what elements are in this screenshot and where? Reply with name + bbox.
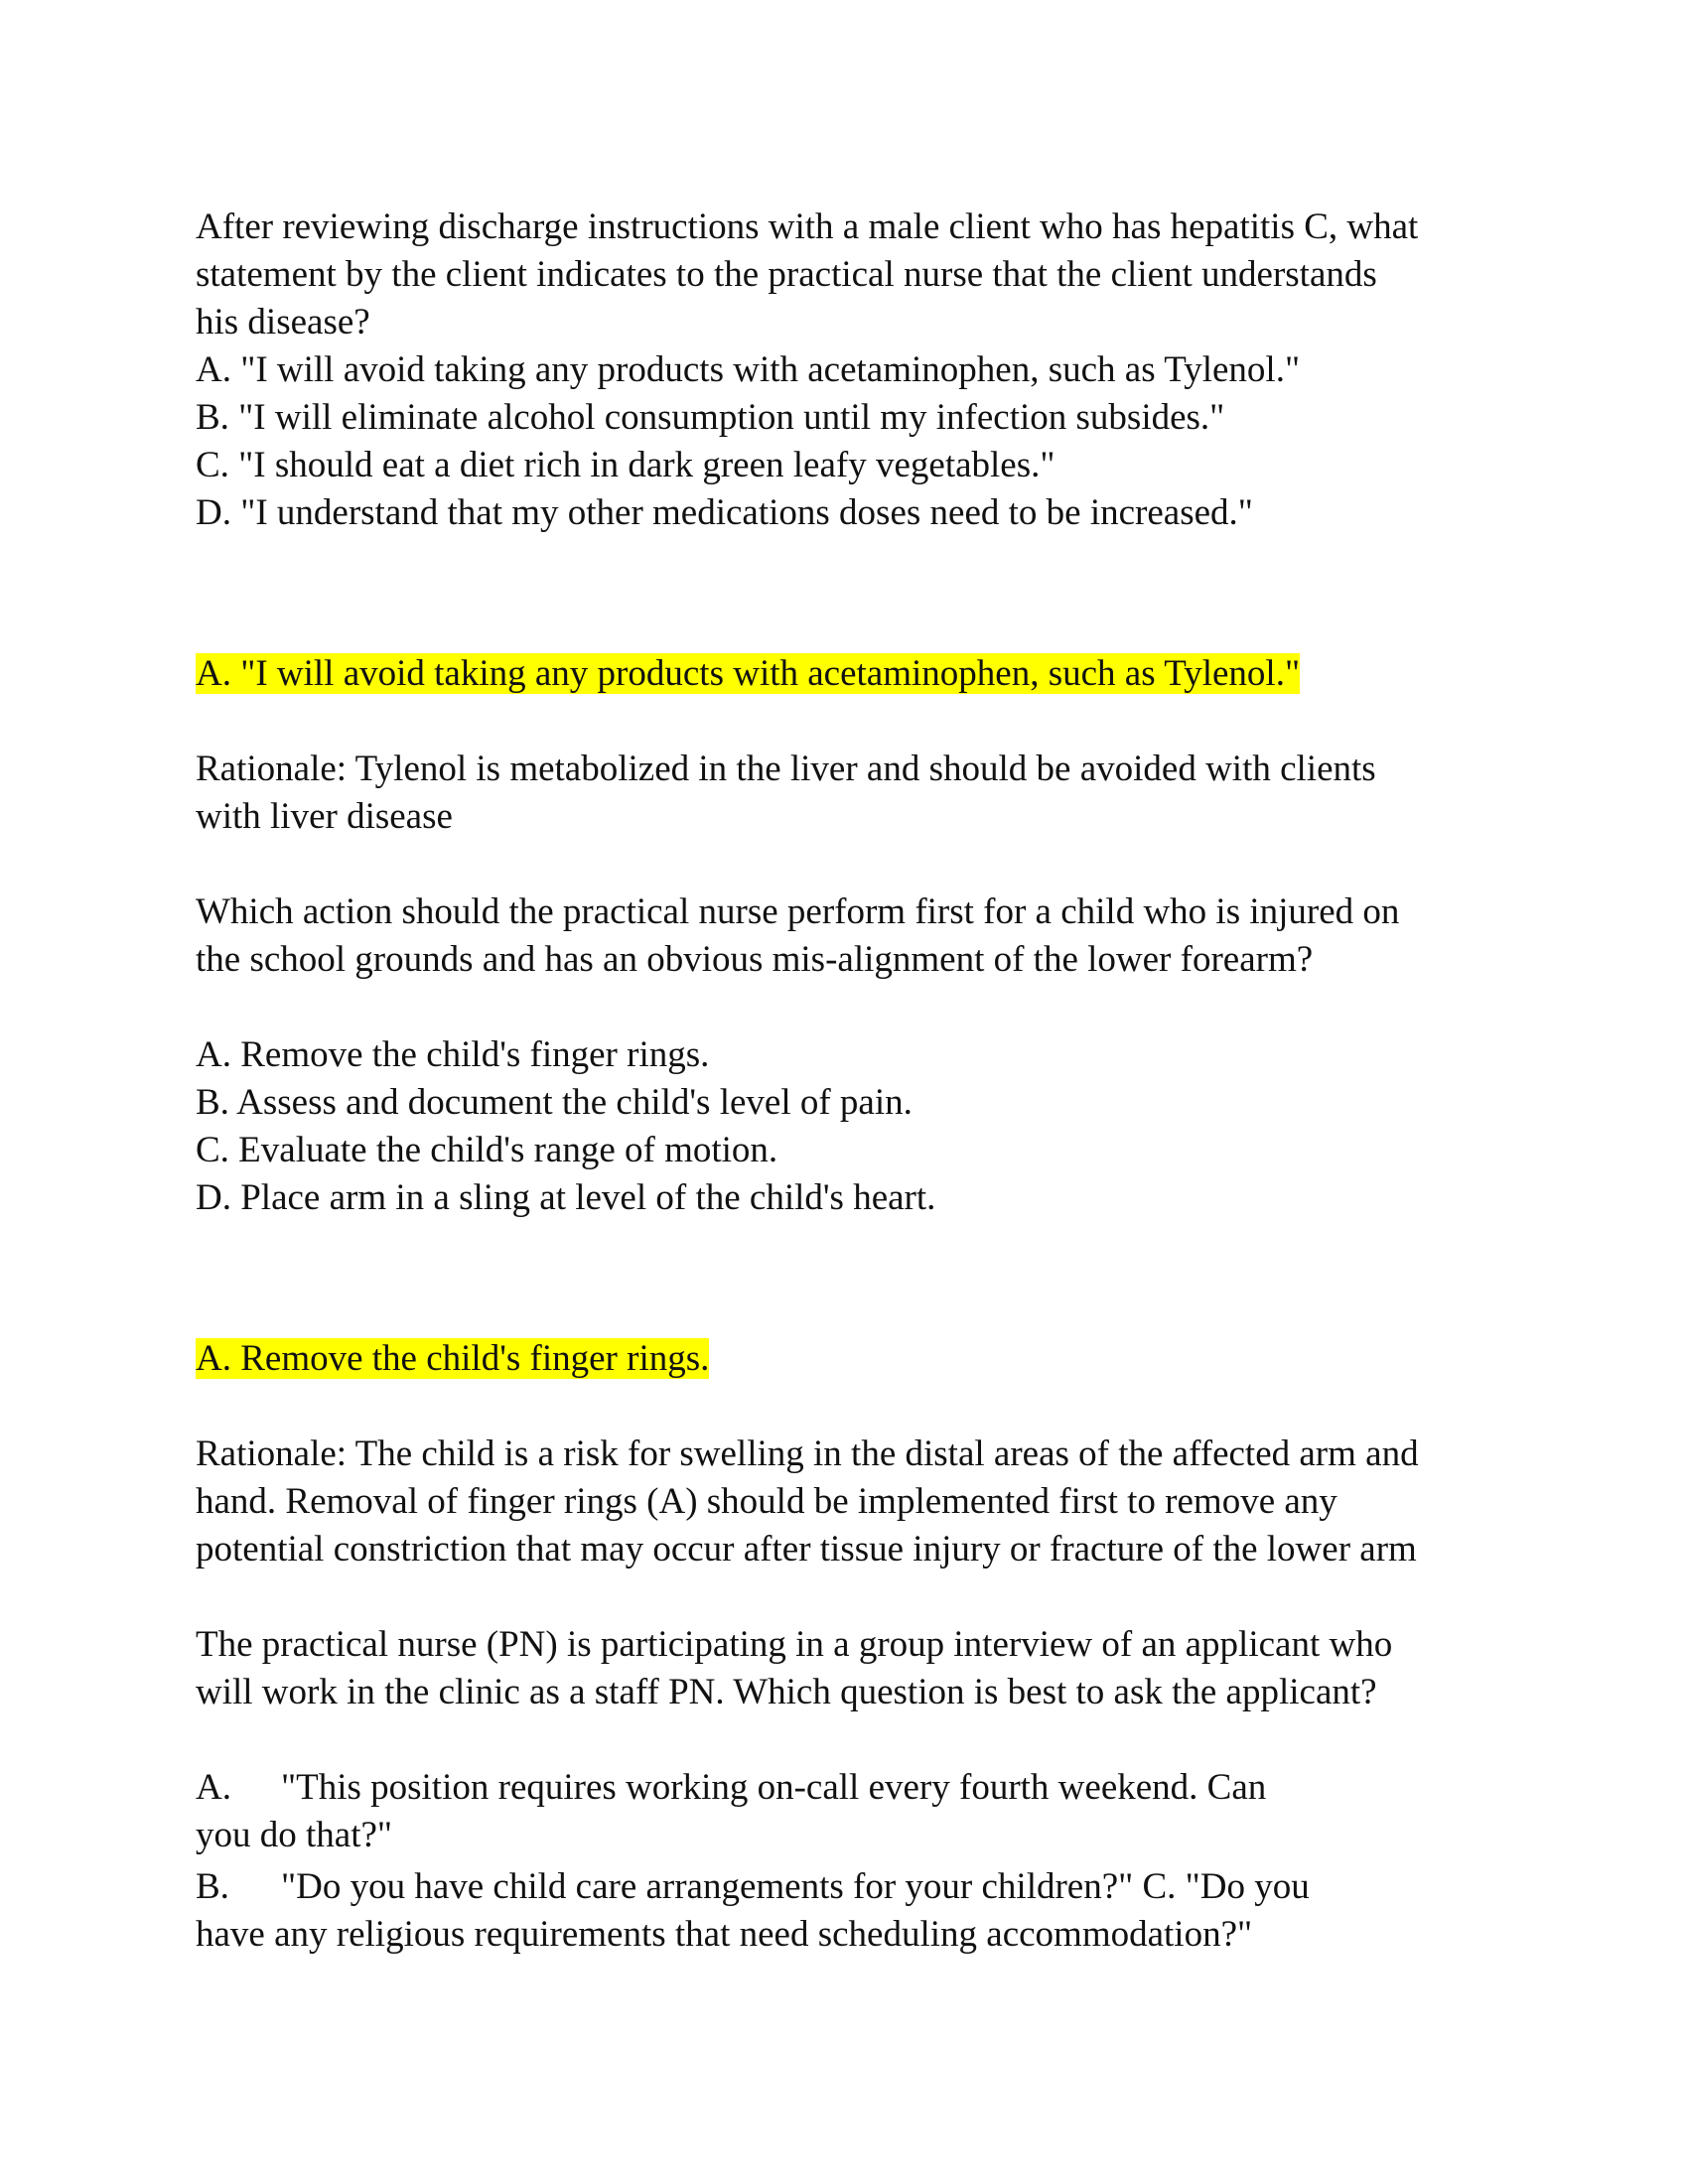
question-3-option-b-continuation: have any religious requirements that need scheduling accommodation?" <box>196 1914 1253 1955</box>
question-3-stem-line: The practical nurse (PN) is participating in a group interview of an applicant who <box>196 1624 1393 1665</box>
question-3-option-b <box>196 1863 1506 1911</box>
spacer <box>196 698 1506 746</box>
question-1-stem-line: statement by the client indicates to the practical nurse that the client understands <box>196 254 1377 295</box>
question-1-option-d: D. "I understand that my other medications doses need to be increased." <box>196 492 1253 533</box>
spacer <box>196 1573 1506 1621</box>
question-2-option-a: A. Remove the child's finger rings. <box>196 1034 710 1075</box>
question-1-stem <box>196 204 1506 346</box>
question-1-stem-line: his disease? <box>196 302 370 342</box>
spacer <box>196 1383 1506 1431</box>
question-1-option-a: A. "I will avoid taking any products with acetaminophen, such as Tylenol." <box>196 349 1301 390</box>
question-1-stem-line: After reviewing discharge instructions with a male client who has hepatitis C, what <box>196 206 1419 247</box>
question-2-option-b: B. Assess and document the child's level of pain. <box>196 1082 913 1123</box>
question-3-stem <box>196 1621 1506 1716</box>
question-1-options <box>196 346 1506 537</box>
question-1-answer-highlight: A. "I will avoid taking any products with acetaminophen, such as Tylenol." <box>196 653 1301 694</box>
question-2-rationale-line: potential constriction that may occur after tissue injury or fracture of the lower arm <box>196 1529 1417 1570</box>
question-3-option-b-letter: B. <box>196 1866 229 1907</box>
question-1-rationale <box>196 746 1506 841</box>
question-2-rationale-line: Rationale: The child is a risk for swelling in the distal areas of the affected arm and <box>196 1433 1419 1474</box>
spacer <box>196 1222 1506 1335</box>
question-2-stem-line: the school grounds and has an obvious mis-alignment of the lower forearm? <box>196 939 1314 980</box>
question-3-options <box>196 1764 1506 1959</box>
question-3-option-a-text: "This position requires working on-call every fourth weekend. Can <box>281 1767 1267 1808</box>
question-3-option-a <box>196 1764 1506 1812</box>
spacer <box>196 1716 1506 1764</box>
spacer <box>196 841 1506 888</box>
question-3-option-a-letter: A. <box>196 1767 231 1808</box>
spacer <box>196 984 1506 1031</box>
document-content <box>196 204 1506 1959</box>
question-2-rationale-line: hand. Removal of finger rings (A) should be implemented first to remove any <box>196 1481 1337 1522</box>
question-2-stem <box>196 888 1506 984</box>
question-2-options <box>196 1031 1506 1222</box>
question-2-rationale <box>196 1431 1506 1573</box>
question-2-stem-line: Which action should the practical nurse perform first for a child who is injured on <box>196 891 1400 932</box>
question-1-rationale-line: Rationale: Tylenol is metabolized in the liver and should be avoided with clients <box>196 749 1376 789</box>
question-1-option-c: C. "I should eat a diet rich in dark green leafy vegetables." <box>196 445 1055 485</box>
question-3-option-b-text: "Do you have child care arrangements for your children?" C. "Do you <box>281 1866 1310 1907</box>
question-3-option-a-continuation: you do that?" <box>196 1815 393 1855</box>
question-3-stem-line: will work in the clinic as a staff PN. Which question is best to ask the applicant? <box>196 1672 1377 1712</box>
question-1-answer <box>196 650 1506 698</box>
question-2-option-c: C. Evaluate the child's range of motion. <box>196 1130 778 1170</box>
question-1-rationale-line: with liver disease <box>196 796 453 837</box>
question-2-answer <box>196 1335 1506 1383</box>
question-2-option-d: D. Place arm in a sling at level of the child's heart. <box>196 1177 936 1218</box>
spacer <box>196 537 1506 650</box>
question-2-answer-highlight: A. Remove the child's finger rings. <box>196 1338 710 1379</box>
question-1-option-b: B. "I will eliminate alcohol consumption until my infection subsides." <box>196 397 1225 438</box>
